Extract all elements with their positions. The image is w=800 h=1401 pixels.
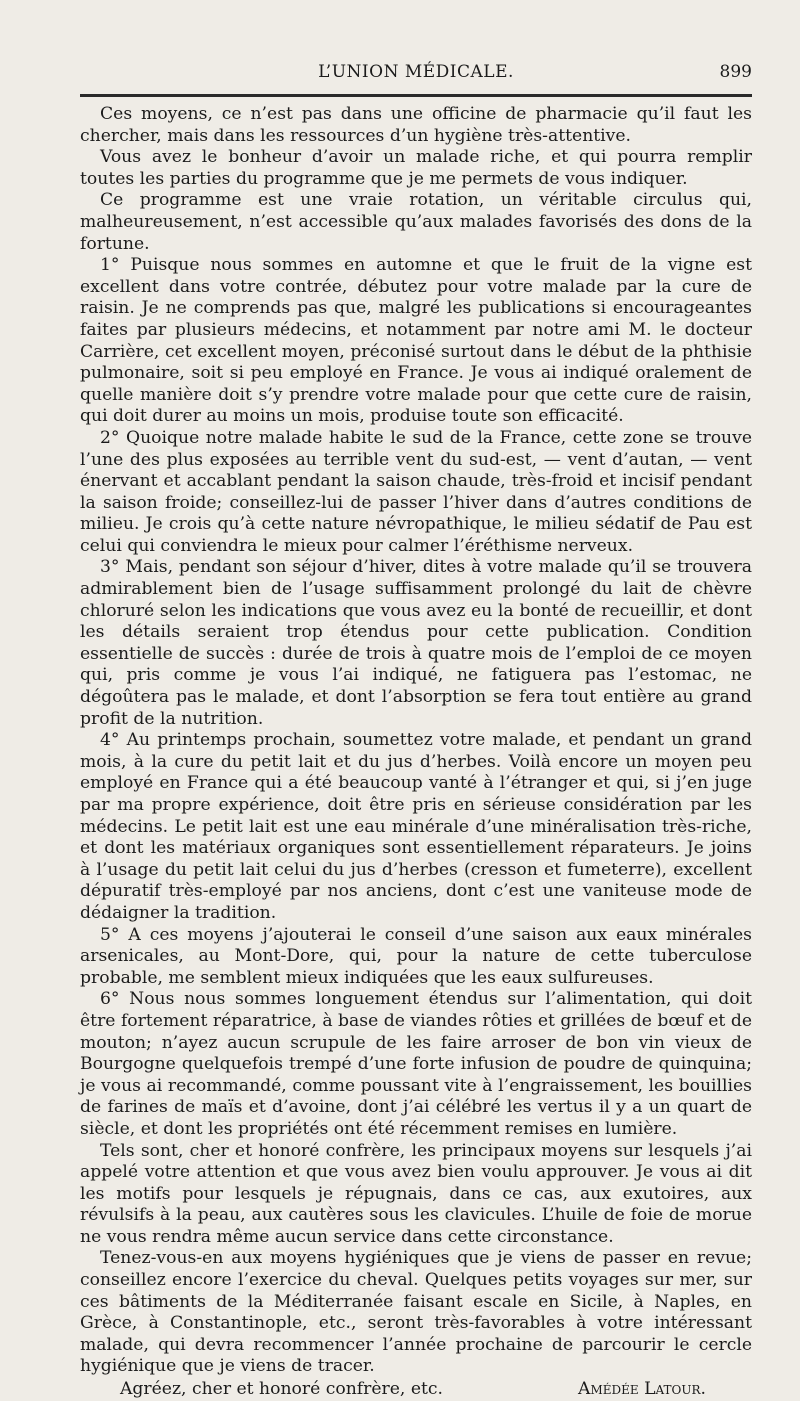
page-number: 899: [719, 62, 752, 82]
paragraph: 5° A ces moyens j’ajouterai le conseil d’une saison aux eaux minérales arsenicales, au Mont-Dore, qui, pour la nature de cette tuberculose probable, me semblent mieux indiquées que les eaux sulfureuses.: [80, 924, 752, 988]
paragraph: 4° Au printemps prochain, soumettez votre malade, et pendant un grand mois, à la cure du petit lait et du jus d’herbes. Voilà encore un moyen peu employé en France qui a été beaucoup vanté à l’étranger et qui, si j’en juge par ma propre expérience, doit être pris en sérieuse considération par les médecins. Le petit lait est une eau minérale d’une minéralisation très-riche, et dont les matériaux organiques sont essentiellement réparateurs. Je joins à l’usage du petit lait celui du jus d’herbes (cresson et fumeterre), excellent dépuratif très-employé par nos anciens, dont c’est une vaniteuse mode de dédaigner la tradition.: [80, 730, 752, 923]
article-body: [80, 104, 752, 1401]
running-header: [80, 62, 752, 90]
paragraph: 6° Nous nous sommes longuement étendus sur l’alimentation, qui doit être fortement réparatrice, à base de viandes rôties et grillées de bœuf et de mouton; n’ayez aucun scrupule de les faire arroser de bon vin vieux de Bourgogne quelquefois trempé d’une forte infusion de poudre de quinquina; je vous ai recommandé, comme poussant vite à l’engraissement, les bouillies de farines de maïs et d’avoine, dont j’ai célébré les vertus il y a un quart de siècle, et dont les propriétés ont été récemment remises en lumière.: [80, 989, 752, 1139]
paragraph: Tels sont, cher et honoré confrère, les principaux moyens sur lesquels j’ai appelé votre attention et que vous avez bien voulu approuver. Je vous ai dit les motifs pour lesquels je répugnais, dans ce cas, aux exutoires, aux révulsifs à la peau, aux cautères sous les clavicules. L’huile de foie de morue ne vous rendra même aucun service dans cette circonstance.: [80, 1140, 752, 1247]
header-rule: [80, 94, 752, 97]
paragraph: 2° Quoique notre malade habite le sud de la France, cette zone se trouve l’une des plus exposées au terrible vent du sud-est, — vent d’autan, — vent énervant et accablant pendant la saison chaude, très-froid et incisif pendant la saison froide; conseillez-lui de passer l’hiver dans d’autres conditions de milieu. Je crois qu’à cette nature névropathique, le milieu sédatif de Pau est celui qui conviendra le mieux pour calmer l’éréthisme nerveux.: [80, 427, 752, 556]
closing-line: [80, 1379, 752, 1401]
signature: Amédée Latour.: [578, 1379, 706, 1400]
paragraph: 3° Mais, pendant son séjour d’hiver, dites à votre malade qu’il se trouvera admirablement bien de l’usage suffisamment prolongé du lait de chèvre chloruré selon les indications que vous avez eu la bonté de recueillir, et dont les détails seraient trop étendus pour cette publication. Condition essentielle de succès : durée de trois à quatre mois de l’emploi de ce moyen qui, pris comme je vous l’ai indiqué, ne fatiguera pas l’estomac, ne dégoûtera pas le malade, et dont l’absorption se fera tout entière au grand profit de la nutrition.: [80, 557, 752, 729]
paragraph: Ces moyens, ce n’est pas dans une officine de pharmacie qu’il faut les chercher, mais dans les ressources d’un hygiène très-attentive.: [80, 104, 752, 146]
paragraph: Ce programme est une vraie rotation, un véritable circulus qui, malheureusement, n’est accessible qu’aux malades favorisés des dons de la fortune.: [80, 190, 752, 254]
paragraph: Tenez-vous-en aux moyens hygiéniques que je viens de passer en revue; conseillez encore l’exercice du cheval. Quelques petits voyages sur mer, sur ces bâtiments de la Méditerranée faisant escale en Sicile, à Naples, en Grèce, à Constantinople, etc., seront très-favorables à votre intéressant malade, qui devra recommencer l’année prochaine de parcourir le cercle hygiénique que je viens de tracer.: [80, 1248, 752, 1377]
paragraph: 1° Puisque nous sommes en automne et que le fruit de la vigne est excellent dans votre contrée, débutez pour votre malade par la cure de raisin. Je ne comprends pas que, malgré les publications si encourageantes faites par plusieurs médecins, et notamment par notre ami M. le docteur Carrière, cet excellent moyen, préconisé surtout dans le début de la phthisie pulmonaire, soit si peu employé en France. Je vous ai indiqué oralement de quelle manière doit s’y prendre votre malade pour que cette cure de raisin, qui doit durer au moins un mois, produise toute son efficacité.: [80, 255, 752, 427]
journal-title: L’UNION MÉDICALE.: [318, 62, 514, 82]
salutation: Agréez, cher et honoré confrère, etc.: [120, 1379, 444, 1400]
paragraph: Vous avez le bonheur d’avoir un malade riche, et qui pourra remplir toutes les parties du programme que je me permets de vous indiquer.: [80, 147, 752, 189]
